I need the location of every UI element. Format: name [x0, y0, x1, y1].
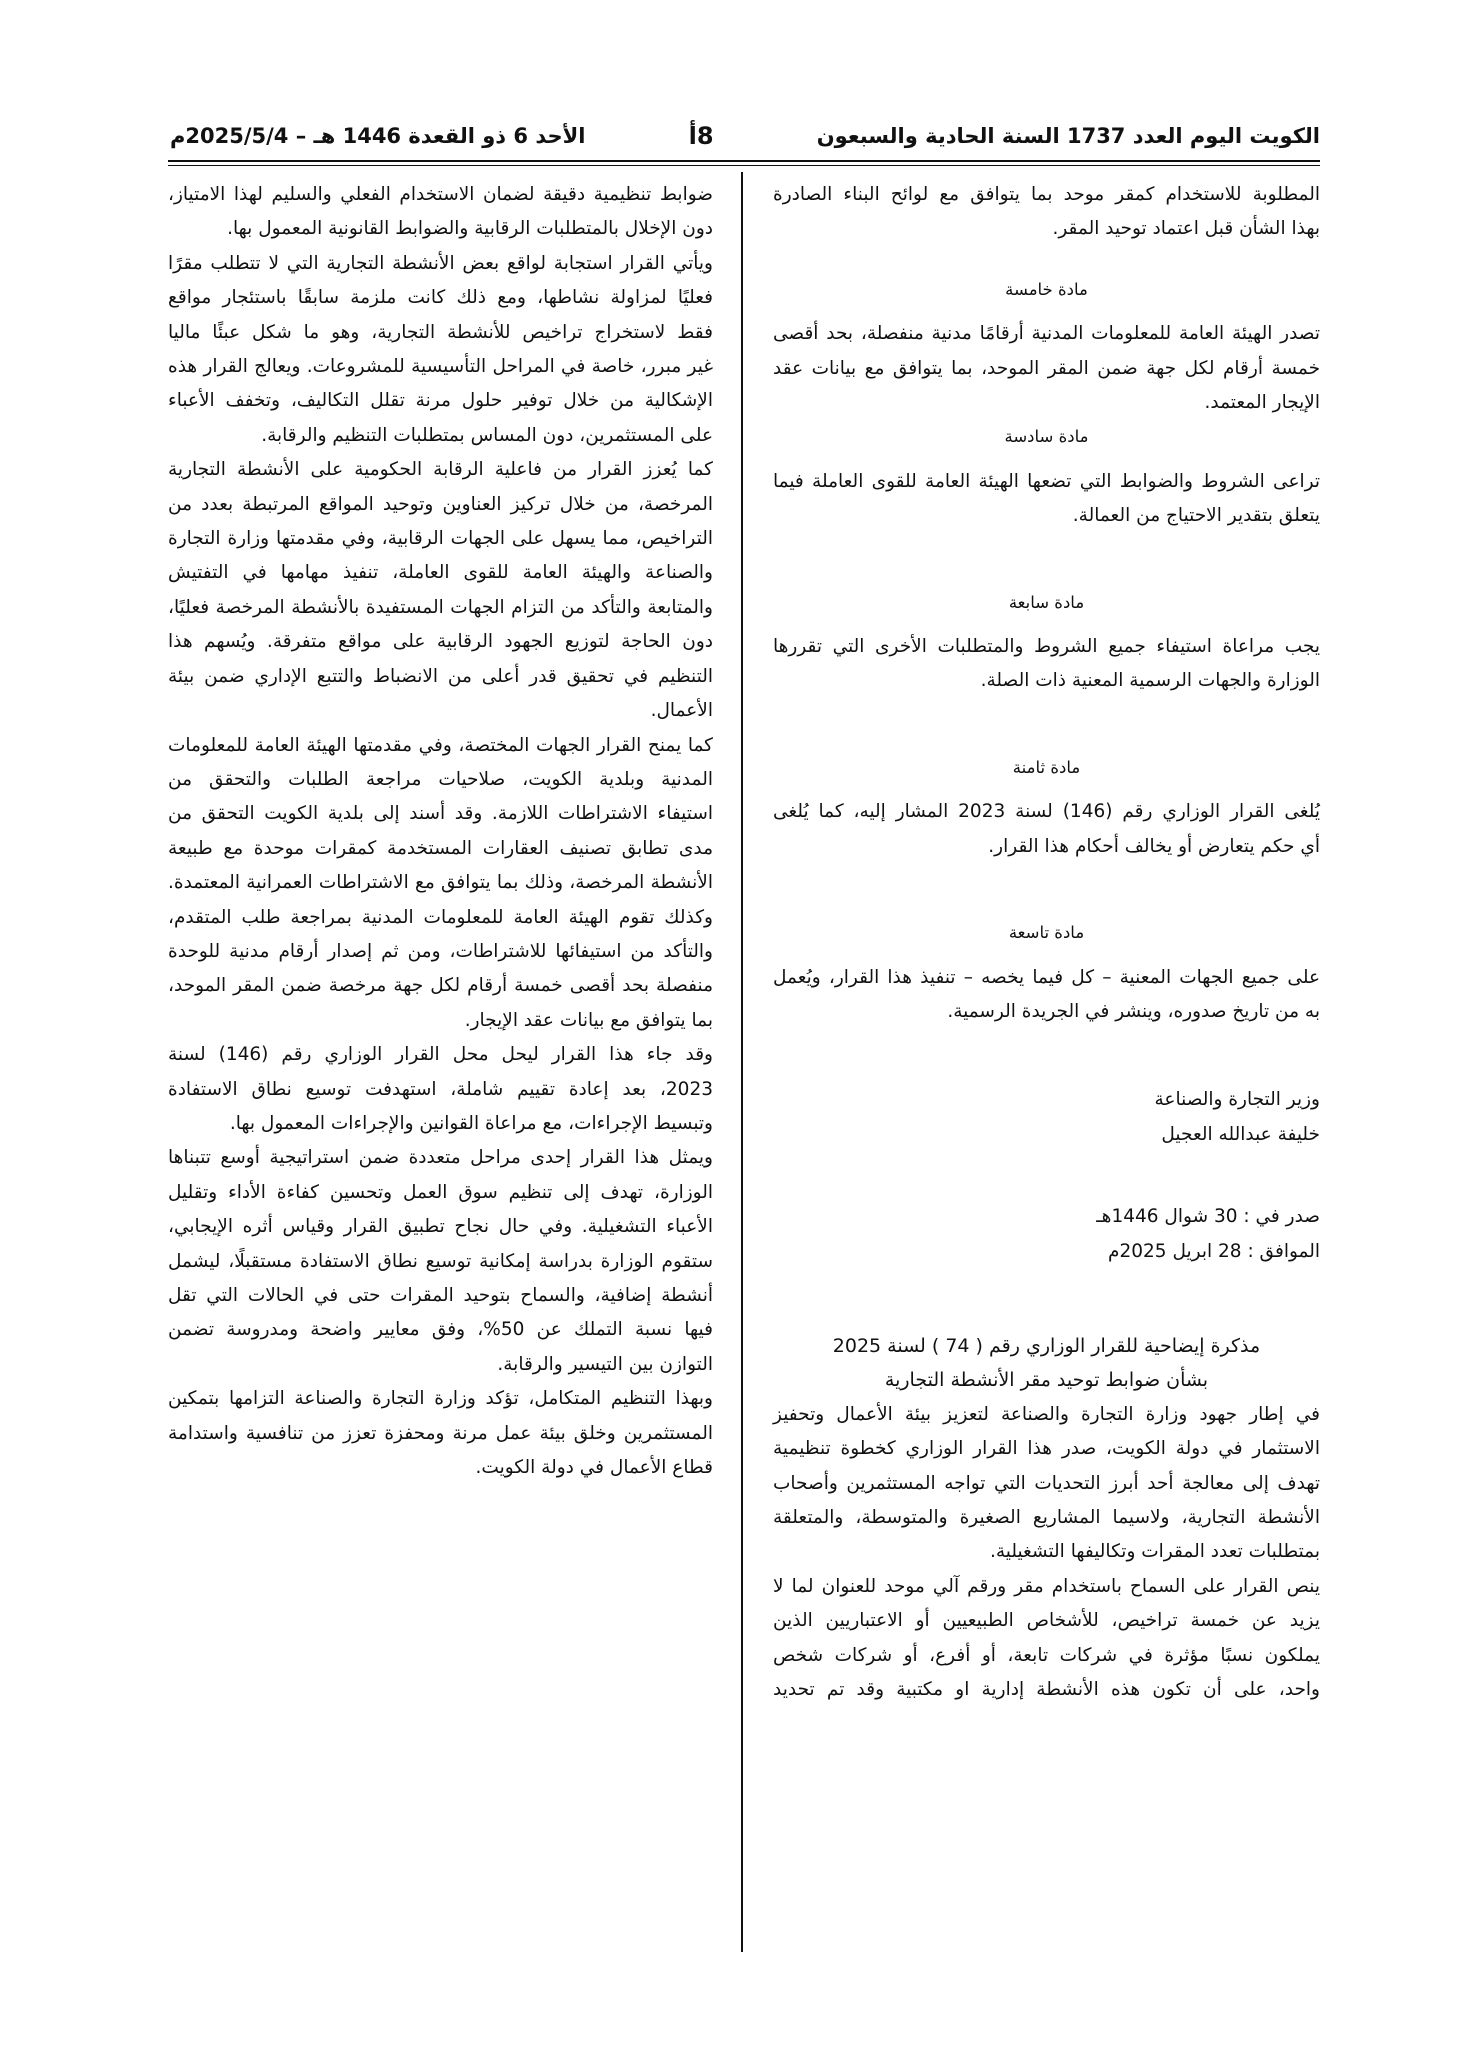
text-line: التوازن بين التيسير والرقابة.	[497, 1353, 713, 1375]
text-line: في إطار جهود وزارة التجارة والصناعة لتعزيز بيئة الأعمال وتحفيز	[773, 1403, 1320, 1425]
paragraph-2	[168, 247, 713, 453]
text-line: بهذا الشأن قبل اعتماد توحيد المقر.	[1052, 218, 1320, 240]
memo-title: مذكرة إيضاحية للقرار الوزاري رقم ( 74 ) لسنة 2025	[832, 1334, 1261, 1357]
article-8-text	[773, 795, 1320, 864]
text-line: استيفاء الاشتراطات اللازمة. وقد أسند إلى بلدية الكويت التحقق من	[168, 803, 713, 825]
text-line: به من تاريخ صدوره، وينشر في الجريدة الرسمية.	[947, 1000, 1320, 1022]
text-line: يتعلق بتقدير الاحتياج من العمالة.	[1072, 505, 1320, 527]
text-line: فيها نسبة التملك عن 50%، وفق معايير واضحة ومدروسة تضمن	[168, 1319, 713, 1341]
text-line: وبهذا التنظيم المتكامل، تؤكد وزارة التجارة والصناعة التزامها بتمكين	[168, 1388, 713, 1410]
text-line: يزيد عن خمسة تراخيص، للأشخاص الطبيعيين أو الاعتباريين الذين	[773, 1610, 1320, 1632]
article-6-title: مادة سادسة	[1004, 427, 1089, 447]
column-divider	[741, 172, 743, 1952]
text-line: منفصلة بحد أقصى خمسة أرقام لكل جهة مرخصة ضمن المقر الموحد،	[168, 975, 713, 997]
memo-paragraph-2	[773, 1570, 1320, 1708]
memo-subtitle: بشأن ضوابط توحيد مقر الأنشطة التجارية	[884, 1369, 1209, 1392]
paragraph-4	[168, 729, 713, 1039]
page-header	[170, 116, 1320, 156]
text-line: الاستثمار في دولة الكويت، صدر هذا القرار الوزاري كخطوة تنظيمية	[773, 1438, 1320, 1460]
paragraph-3	[168, 453, 713, 728]
text-line: على المستثمرين، دون المساس بمتطلبات التنظيم والرقابة.	[261, 424, 713, 446]
text-line: بمتطلبات تعدد المقرات وتكاليفها التشغيلية.	[989, 1541, 1320, 1563]
text-line: فقط لاستخراج تراخيص للأنشطة التجارية، وهو ما شكل عبئًا ماليا	[168, 321, 713, 343]
text-line: على جميع الجهات المعنية – كل فيما يخصه – تنفيذ هذا القرار، ويُعمل	[773, 966, 1320, 988]
text-line: والصناعة والهيئة العامة للقوى العاملة، تنفيذ مهامها في التفتيش	[168, 562, 713, 584]
text-line: المرخصة، من خلال تركيز العناوين وتوحيد المواقع المرتبطة بعدد من	[168, 493, 713, 515]
minister-name: خليفة عبدالله العجيل	[1161, 1123, 1320, 1145]
text-line: والتأكد من استيفائها للاشتراطات، ومن ثم إصدار أرقام مدنية للوحدة	[168, 940, 713, 962]
text-line: التنظيم في تحقيق قدر أعلى من الانضباط والتتبع الإداري ضمن بيئة	[168, 665, 713, 687]
article-5-title: مادة خامسة	[1005, 279, 1088, 299]
text-line: غير مبرر، خاصة في المراحل التأسيسية للمشروعات. ويعالج القرار هذه	[168, 356, 713, 378]
text-line: ستقوم الوزارة بدراسة إمكانية توسيع نطاق الاستفادة مستقبلًا، ليشمل	[168, 1250, 713, 1272]
text-line: 2023، بعد إعادة تقييم شاملة، استهدفت توسيع نطاق الاستفادة	[168, 1078, 713, 1100]
text-line: تصدر الهيئة العامة للمعلومات المدنية أرقامًا مدنية منفصلة، بحد أقصى	[773, 323, 1320, 345]
paragraph-intro	[773, 178, 1320, 247]
text-line: يجب مراعاة استيفاء جميع الشروط والمتطلبات الأخرى التي تقررها	[773, 636, 1320, 658]
text-line: التراخيص، مما يسهل على الجهات الرقابية، وفي مقدمتها وزارة التجارة	[168, 528, 713, 550]
text-line: الأعمال.	[650, 700, 713, 722]
text-line: ينص القرار على السماح باستخدام مقر ورقم آلي موحد للعنوان لما لا	[773, 1575, 1320, 1597]
text-line: ويمثل هذا القرار إحدى مراحل متعددة ضمن استراتيجية أوسع تتبناها	[168, 1147, 713, 1169]
text-line: فعليًا لمزاولة نشاطها، ومع ذلك كانت ملزمة سابقًا باستئجار مواقع	[168, 287, 713, 309]
text-line: الأنشطة المرخصة، وذلك بما يتوافق مع الاشتراطات العمرانية المعتمدة.	[168, 872, 713, 894]
minister-title: وزير التجارة والصناعة	[1154, 1089, 1320, 1111]
paragraph-5	[168, 1038, 713, 1141]
text-line: تهدف إلى معالجة أحد أبرز التحديات التي تواجه المستثمرين وأصحاب	[773, 1472, 1320, 1494]
paragraph-6	[168, 1141, 713, 1382]
article-8-title: مادة ثامنة	[1012, 757, 1081, 777]
text-line: الإشكالية من خلال توفير حلول مرنة تقلل التكاليف، وتخفف الأعباء	[168, 390, 713, 412]
text-line: بما يتوافق مع بيانات عقد الإيجار.	[464, 1009, 713, 1031]
article-9-text	[773, 961, 1320, 1030]
text-line: والمتابعة والتأكد من التزام الجهات المستفيدة بالأنشطة المرخصة فعليًا،	[168, 596, 713, 618]
text-line: المدنية وبلدية الكويت، صلاحيات مراجعة الطلبات والتحقق من	[168, 768, 713, 790]
text-line: وتبسيط الإجراءات، مع مراعاة القوانين والإجراءات المعمول بها.	[229, 1112, 713, 1134]
text-line: الإيجار المعتمد.	[1204, 392, 1320, 414]
text-line: قطاع الأعمال في دولة الكويت.	[475, 1457, 713, 1479]
article-6-text	[773, 465, 1320, 534]
article-7-text	[773, 630, 1320, 699]
memo-paragraph-1	[773, 1398, 1320, 1570]
text-line: يملكون نسبًا مؤثرة في شركات تابعة، أو أفرع، أو شركات شخص	[773, 1644, 1320, 1666]
text-line: أنشطة إضافية، والسماح بتوحيد المقرات حتى في الحالات التي تقل	[168, 1285, 713, 1306]
text-line: وكذلك تقوم الهيئة العامة للمعلومات المدنية بمراجعة طلب المتقدم،	[168, 906, 713, 928]
text-line: خمسة أرقام لكل جهة ضمن المقر الموحد، بما يتوافق مع بيانات عقد	[773, 357, 1320, 379]
text-line: تراعى الشروط والضوابط التي تضعها الهيئة العامة للقوى العاملة فيما	[773, 470, 1320, 492]
text-line: يُلغى القرار الوزاري رقم (146) لسنة 2023 المشار إليه، كما يُلغى	[773, 801, 1321, 823]
page-number: 8أ	[688, 122, 714, 150]
left-column	[168, 178, 713, 1485]
text-line: المستثمرين وخلق بيئة عمل مرنة ومحفزة تعزز من تنافسية واستدامة	[168, 1422, 713, 1444]
header-rule	[168, 160, 1320, 162]
text-line: ويأتي القرار استجابة لواقع بعض الأنشطة التجارية التي لا تتطلب مقرًا	[168, 252, 713, 274]
article-5-text	[773, 317, 1320, 420]
text-line: واحد، على أن تكون هذه الأنشطة إدارية او مكتبية وقد تم تحديد	[773, 1679, 1320, 1700]
issue-date-gregorian: الموافق : 28 ابريل 2025م	[1108, 1240, 1320, 1262]
article-9-title: مادة تاسعة	[1008, 923, 1085, 943]
text-line: الأعباء التشغيلية. وفي حال نجاح تطبيق القرار وقياس أثره الإيجابي،	[168, 1216, 713, 1238]
text-line: المطلوبة للاستخدام كمقر موحد بما يتوافق مع لوائح البناء الصادرة	[773, 184, 1320, 205]
text-line: مدى تطابق تصنيف العقارات المستخدمة كمقرات موحدة مع طبيعة	[168, 837, 713, 859]
text-line: أي حكم يتعارض أو يخالف أحكام هذا القرار.	[988, 835, 1320, 857]
header-issue-info: الكويت اليوم العدد 1737 السنة الحادية والسبعون	[816, 124, 1320, 148]
right-column	[773, 178, 1320, 1707]
text-line: دون الإخلال بالمتطلبات الرقابية والضوابط القانونية المعمول بها.	[227, 218, 713, 240]
text-line: وقد جاء هذا القرار ليحل محل القرار الوزاري رقم (146) لسنة	[168, 1044, 713, 1066]
text-line: الوزارة، تهدف إلى تنظيم سوق العمل وتحسين كفاءة الأداء وتقليل	[168, 1181, 713, 1203]
header-date: الأحد 6 ذو القعدة 1446 هـ – 2025/5/4م	[170, 124, 586, 148]
article-7-title: مادة سابعة	[1008, 592, 1085, 612]
paragraph-1	[168, 178, 713, 247]
header-rule-thin	[168, 165, 1320, 166]
text-line: ضوابط تنظيمية دقيقة لضمان الاستخدام الفعلي والسليم لهذا الامتياز،	[168, 184, 713, 205]
text-line: الأنشطة التجارية، ولاسيما المشاريع الصغيرة والمتوسطة، والمتعلقة	[773, 1506, 1320, 1528]
text-line: كما يمنح القرار الجهات المختصة، وفي مقدمتها الهيئة العامة للمعلومات	[168, 734, 713, 756]
paragraph-7	[168, 1382, 713, 1485]
issue-date-hijri: صدر في : 30 شوال 1446هـ	[1096, 1206, 1320, 1228]
text-line: كما يُعزز القرار من فاعلية الرقابة الحكومية على الأنشطة التجارية	[168, 459, 713, 481]
text-line: الوزارة والجهات الرسمية المعنية ذات الصلة.	[980, 670, 1320, 692]
text-line: دون الحاجة لتوزيع الجهود الرقابية على مواقع متفرقة. ويُسهم هذا	[168, 631, 713, 653]
